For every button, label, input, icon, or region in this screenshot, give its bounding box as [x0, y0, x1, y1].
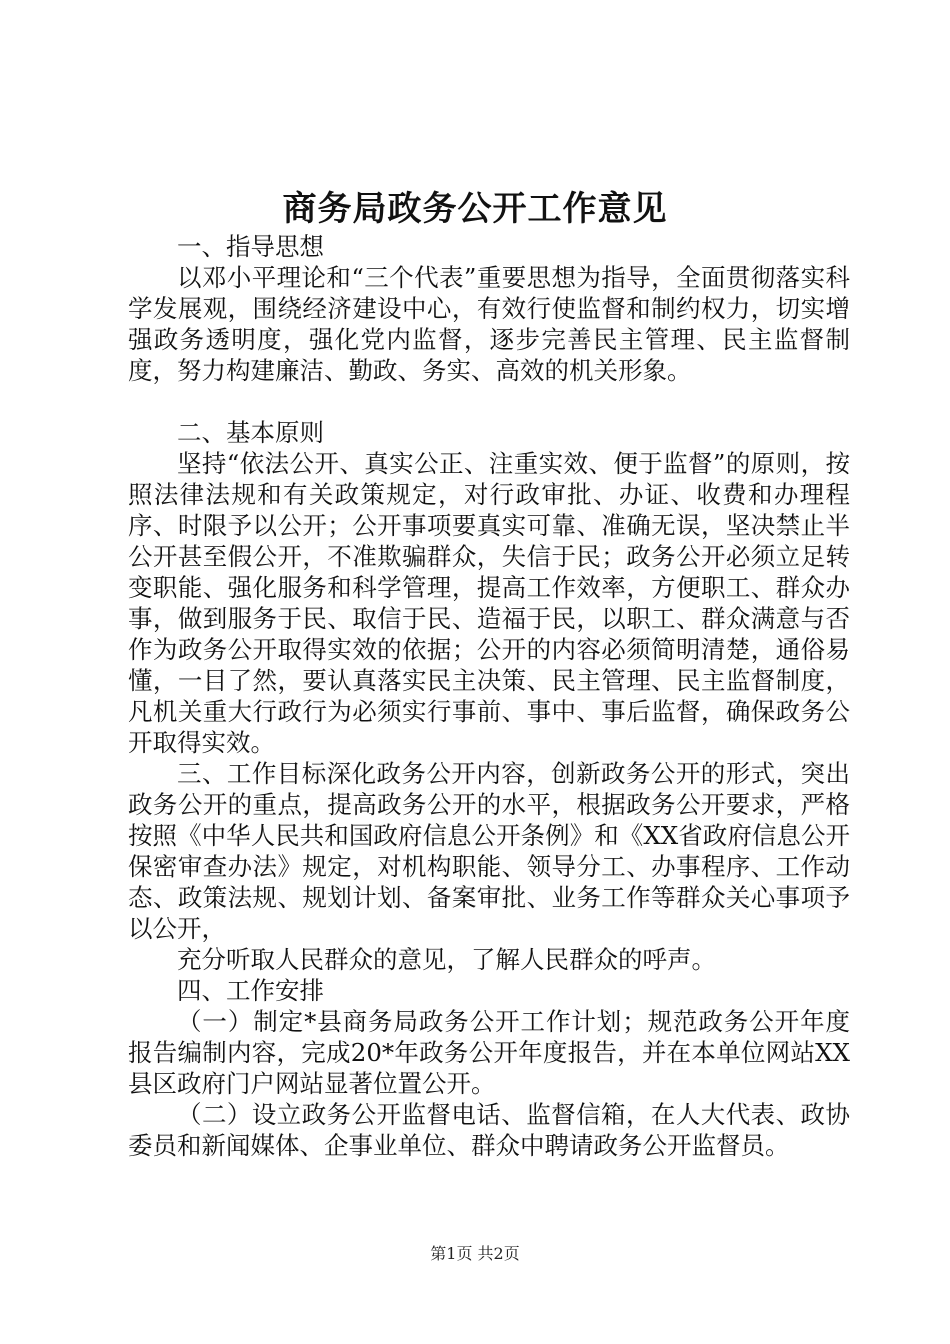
page-indicator: 第1页 共2页	[430, 1244, 520, 1263]
paragraph-guiding-thought: 以邓小平理论和“三个代表”重要思想为指导，全面贯彻落实科学发展观，围绕经济建设中心，有效行使监督和制约权力，切实增强政务透明度，强化党内监督，逐步完善民主管理、民主监督制度，努力构建廉洁、勤政、务实、高效的机关形象。	[128, 263, 850, 385]
paragraph-arrangement-item-2: （二）设立政务公开监督电话、监督信箱，在人大代表、政协委员和新闻媒体、企事业单位、群众中聘请政务公开监督员。	[128, 1100, 850, 1160]
section-heading-work-arrangement: 四、工作安排	[177, 976, 324, 1005]
paragraph-arrangement-item-1: （一）制定*县商务局政务公开工作计划；规范政务公开年度报告编制内容，完成20*年政务公开年度报告，并在本单位网站XX县区政府门户网站显著位置公开。	[128, 1007, 850, 1098]
paragraph-listen-to-public: 充分听取人民群众的意见，了解人民群众的呼声。	[177, 945, 716, 974]
section-heading-basic-principles: 二、基本原则	[177, 418, 324, 447]
section-heading-guiding-thought: 一、指导思想	[177, 232, 324, 261]
paragraph-spacer	[128, 386, 850, 417]
document-body	[128, 231, 850, 1161]
document-title: 商务局政务公开工作意见	[282, 189, 668, 229]
paragraph-work-goals: 三、工作目标深化政务公开内容，创新政务公开的形式，突出政务公开的重点，提高政务公开的水平，根据政务公开要求，严格按照《中华人民共和国政府信息公开条例》和《XX省政府信息公开保密审查办法》规定，对机构职能、领导分工、办事程序、工作动态、政策法规、规划计划、备案审批、业务工作等群众关心事项予以公开，	[128, 759, 850, 943]
paragraph-basic-principles: 坚持“依法公开、真实公正、注重实效、便于监督”的原则，按照法律法规和有关政策规定，对行政审批、办证、收费和办理程序、时限予以公开；公开事项要真实可靠、准确无误，坚决禁止半公开甚至假公开，不准欺骗群众，失信于民；政务公开必须立足转变职能、强化服务和科学管理，提高工作效率，方便职工、群众办事，做到服务于民、取信于民、造福于民，以职工、群众满意与否作为政务公开取得实效的依据；公开的内容必须简明清楚，通俗易懂，一目了然，要认真落实民主决策、民主管理、民主监督制度，凡机关重大行政行为必须实行事前、事中、事后监督，确保政务公开取得实效。	[128, 449, 850, 757]
